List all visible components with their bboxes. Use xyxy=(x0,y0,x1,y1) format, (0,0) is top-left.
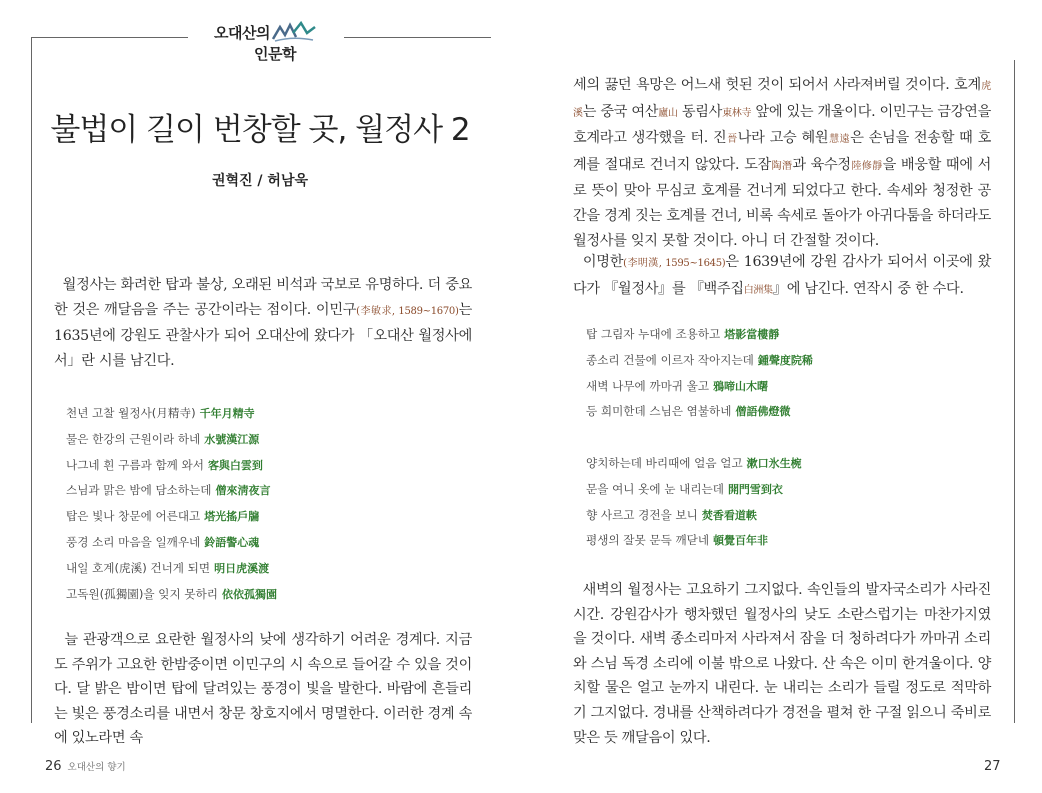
poem-hanja: 開門雪到衣 xyxy=(727,482,783,496)
poem-korean: 고독원(孤獨園)을 잊지 못하리 xyxy=(66,586,218,601)
poem-korean: 평생의 잘못 문득 깨닫네 xyxy=(586,533,710,548)
poem-line xyxy=(586,503,802,529)
poem-line xyxy=(66,478,277,504)
poem-hanja: 僧來淸夜言 xyxy=(215,484,271,498)
poem-korean: 스님과 맑은 밤에 담소하는데 xyxy=(66,483,212,498)
text-run: 월정사는 화려한 탑과 불상, 오래된 비석과 국보로 유명하다. 더 중요한 것은 깨달음을 주는 공간이라는 점이다. 이민구 xyxy=(54,277,473,318)
article-authors: 권혁진 / 허남욱 xyxy=(211,173,308,189)
hanja-annotation: 陶潛 xyxy=(770,160,793,172)
left-folio xyxy=(45,755,126,774)
poem-korean: 문을 여니 옷에 눈 내리는데 xyxy=(586,481,724,496)
poem-hanja: 鍾聲度院稀 xyxy=(757,353,813,367)
poem-hanja: 僧語佛燈微 xyxy=(735,405,791,419)
text-run: 은 1639년에 강원 감사가 되어서 이곳에 왔다가 『월정사』를 『백주집 xyxy=(573,254,992,297)
right-folio xyxy=(984,755,1001,774)
poem-woljeongsa-2-stanza2 xyxy=(586,451,802,554)
text-run: 앞에 있는 개울이다. 이민구는 금강연을 호계라고 생각했을 터. 진 xyxy=(573,103,996,147)
hanja-annotation: 陸修靜 xyxy=(850,160,883,172)
poem-line xyxy=(586,374,813,400)
poem-korean: 향 사르고 경전을 보니 xyxy=(586,507,698,522)
text-run: 세의 끓던 욕망은 어느새 헛된 것이 되어서 사라져버릴 것이다. 호계 xyxy=(573,77,981,93)
poem-hanja: 鴉啼山木曙 xyxy=(713,379,769,393)
right-intro-paragraph xyxy=(573,250,991,303)
hanja-annotation: 慧遠 xyxy=(828,134,851,146)
poem-korean: 풍경 소리 마음을 일깨우네 xyxy=(66,534,201,549)
poem-korean: 등 희미한데 스님은 염불하네 xyxy=(586,404,732,419)
poem-hanja: 漱口氷生椀 xyxy=(746,457,802,470)
hanja-annotation: (李明漢, 1595~1645) xyxy=(623,258,726,269)
series-logo xyxy=(196,14,336,64)
hanja-annotation: 白洲集 xyxy=(743,284,773,296)
poem-woljeongsa-2-stanza1 xyxy=(586,322,813,425)
poem-korean: 나그네 흰 구름과 함께 와서 xyxy=(66,457,204,472)
series-logo-line2: 인문학 xyxy=(254,45,296,63)
right-bottom-paragraph: 새벽의 월정사는 고요하기 그지없다. 속인들의 발자국소리가 사라진 시간. 강원감사가 행차했던 월정사의 낮도 소란스럽기는 마찬가지였을 것이다. 새벽 종소리마저 사라져서 잠을 더 청하려다가 까마귀 소리와 스님 독경 소리에 이불 밖으로 나왔다. 산 속은 이미 한겨울이다. 양치할 물은 얼고 눈까지 내린다. 눈 내리는 소리가 들릴 정도로 적막하기 그지없다. 경내를 산책하려다가 경전을 펼쳐 한 구절 읽으니 죽비로 맞은 듯 깨달음이 있다. xyxy=(573,582,996,746)
poem-line xyxy=(586,399,813,425)
hanja-annotation: 晉 xyxy=(726,134,738,146)
poem-line xyxy=(66,427,277,453)
poem-line xyxy=(66,453,277,479)
top-rule-middle xyxy=(344,37,491,38)
poem-hanja: 明日虎溪渡 xyxy=(214,561,270,575)
poem-hanja: 依依孤獨園 xyxy=(222,587,277,601)
article-title: 불법이 길이 번창할 곳, 월정사 2 xyxy=(50,112,470,148)
poem-line xyxy=(66,530,277,556)
poem-korean: 탑 그림자 누대에 조용하고 xyxy=(586,327,721,341)
poem-line xyxy=(586,348,813,374)
poem-hanja: 塔影當樓靜 xyxy=(724,328,780,341)
poem-korean: 물은 한강의 근원이라 하네 xyxy=(66,431,201,446)
poem-korean: 탑은 빛나 창문에 어른대고 xyxy=(66,509,201,524)
text-run: 』에 남긴다. 연작시 중 한 수다. xyxy=(772,280,964,297)
right-top-paragraph xyxy=(573,73,996,253)
poem-hanja: 水號漢江源 xyxy=(204,432,260,446)
poem-wolj​eongsa xyxy=(66,401,277,607)
poem-korean: 내일 호계(虎溪) 건너게 되면 xyxy=(66,560,211,575)
poem-korean: 천년 고찰 월정사(月精寺) xyxy=(66,406,196,420)
poem-line xyxy=(586,451,802,477)
text-run: 은 손님을 전송할 때 호계를 절대로 건너지 않았다. 도잠 xyxy=(573,130,991,173)
poem-hanja: 客與白雲到 xyxy=(207,458,263,472)
text-run: 나라 고승 혜원 xyxy=(737,130,829,147)
right-frame-rule xyxy=(1014,60,1015,723)
poem-korean: 양치하는데 바리때에 얼음 얼고 xyxy=(586,456,743,470)
poem-hanja: 塔光搖戶牖 xyxy=(204,510,260,524)
hanja-annotation: 廬山 xyxy=(658,107,678,119)
poem-hanja: 鈴語警心魂 xyxy=(204,535,260,549)
poem-line xyxy=(66,556,277,582)
magazine-name: 오대산의 향기 xyxy=(67,762,126,773)
poem-korean: 종소리 건물에 이르자 작아지는데 xyxy=(586,352,754,367)
top-rule-left xyxy=(31,37,188,38)
poem-line xyxy=(66,582,277,608)
left-bottom-paragraph: 늘 관광객으로 요란한 월정사의 낮에 생각하기 어려운 경계다. 지금도 주위가 고요한 한밤중이면 이민구의 시 속으로 들어갈 수 있을 것이다. 달 밝은 밤이면 탑에 달려있는 풍경이 빛을 발한다. 바람에 흔들리는 빛은 풍경소리를 내면서 창문 창호지에서 명멸한다. 이러한 경계 속에 있노라면 속 xyxy=(54,632,472,747)
poem-line xyxy=(66,504,277,530)
series-logo-line1: 오대산의 xyxy=(214,24,270,42)
text-run: 이명한 xyxy=(573,254,624,270)
hanja-annotation: 東林寺 xyxy=(722,107,752,119)
poem-line xyxy=(66,401,277,427)
poem-hanja: 千年月精寺 xyxy=(199,407,255,420)
left-page-number: 26 xyxy=(45,759,62,774)
text-run: 는 1635년에 강원도 관찰사가 되어 오대산에 왔다가 「오대산 월정사에서」란 시를 남긴다. xyxy=(54,301,477,369)
poem-hanja: 頓覺百年非 xyxy=(713,534,769,548)
right-page-number: 27 xyxy=(984,759,1001,774)
poem-hanja: 焚香看道軼 xyxy=(701,508,757,522)
intro-paragraph xyxy=(54,273,477,373)
text-run: 는 중국 여산 xyxy=(582,103,659,120)
hanja-annotation: 虎溪 xyxy=(573,81,992,119)
mountain-line-icon xyxy=(271,19,317,45)
text-run: 동림사 xyxy=(677,103,723,120)
text-run: 을 배웅할 때에 서로 뜻이 맞아 무심코 호계를 건너게 되었다고 한다. 속세와 청정한 공간을 경계 짓는 호계를 건너, 비록 속세로 돌아가 아귀다툼을 하더라도 월정사를 잊지 못할 것이다. 아니 더 간절할 것이다. xyxy=(573,156,996,249)
poem-korean: 새벽 나무에 까마귀 울고 xyxy=(586,378,710,393)
poem-line xyxy=(586,322,813,348)
poem-line xyxy=(586,528,802,554)
text-run: 과 육수정 xyxy=(792,156,851,173)
poem-line xyxy=(586,477,802,503)
hanja-annotation: (李敏求, 1589~1670) xyxy=(356,305,459,317)
